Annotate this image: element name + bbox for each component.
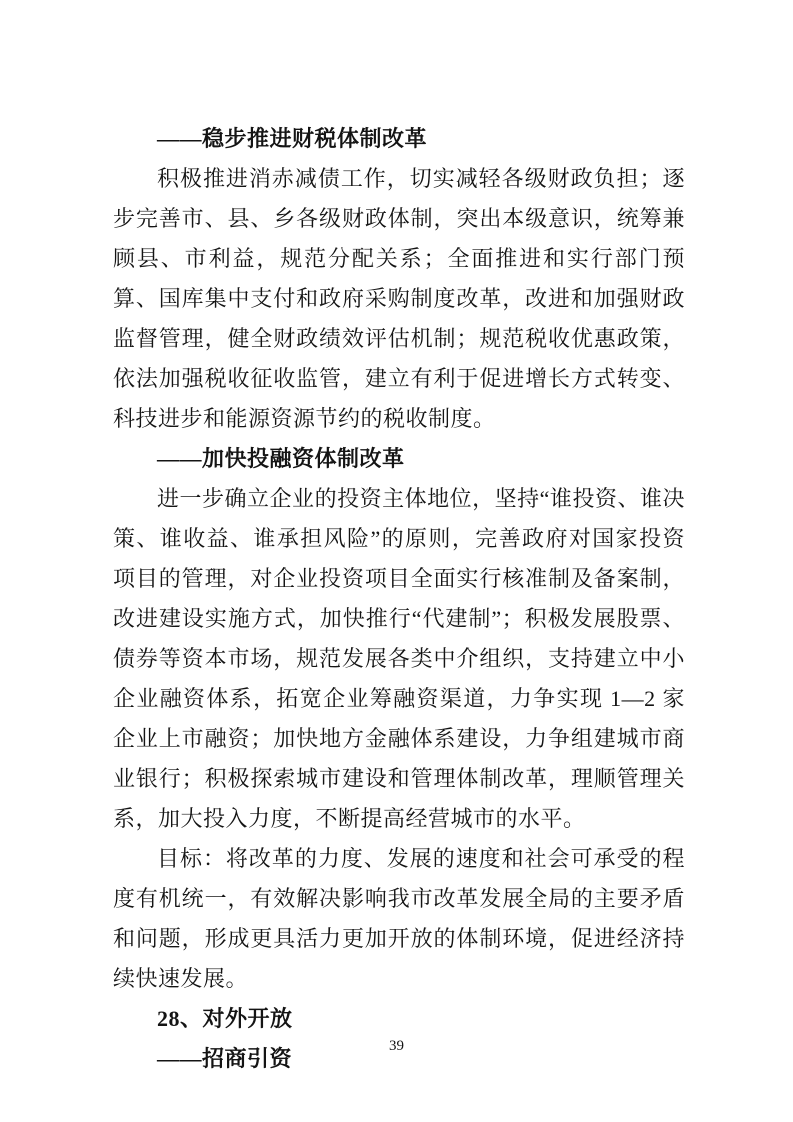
paragraph-reform-goal: 目标：将改革的力度、发展的速度和社会可承受的程度有机统一，有效解决影响我市改革发展全局的主要矛盾和问题，形成更具活力更加开放的体制环境，促进经济持续快速发展。 bbox=[113, 846, 685, 991]
document-body bbox=[113, 119, 685, 1079]
section-heading-investment-financing-reform: ——加快投融资体制改革 bbox=[157, 446, 405, 471]
section-heading-fiscal-tax-reform: ——稳步推进财税体制改革 bbox=[157, 126, 428, 151]
paragraph-investment-financing-reform: 进一步确立企业的投资主体地位，坚持“谁投资、谁决策、谁收益、谁承担风险”的原则，完善政府对国家投资项目的管理，对企业投资项目全面实行核准制及备案制，改进建设实施方式，加快推行“代建制”；积极发展股票、债券等资本市场，规范发展各类中介组织，支持建立中小企业融资体系，拓宽企业筹融资渠道，力争实现 1—2 家企业上市融资；加快地方金融体系建设，力争组建城市商业银行；积极探索城市建设和管理体制改革，理顺管理关系，加大投入力度，不断提高经营城市的水平。 bbox=[113, 486, 685, 831]
section-heading-opening-up: 28、对外开放 bbox=[157, 1006, 293, 1031]
paragraph-fiscal-tax-reform: 积极推进消赤减债工作，切实减轻各级财政负担；逐步完善市、县、乡各级财政体制，突出本级意识，统筹兼顾县、市利益，规范分配关系；全面推进和实行部门预算、国库集中支付和政府采购制度改革，改进和加强财政监督管理，健全财政绩效评估机制；规范税收优惠政策，依法加强税收征收监管，建立有利于促进增长方式转变、科技进步和能源资源节约的税收制度。 bbox=[113, 166, 685, 431]
section-heading-investment-attraction: ——招商引资 bbox=[157, 1046, 293, 1071]
page-number: 39 bbox=[389, 1038, 404, 1054]
